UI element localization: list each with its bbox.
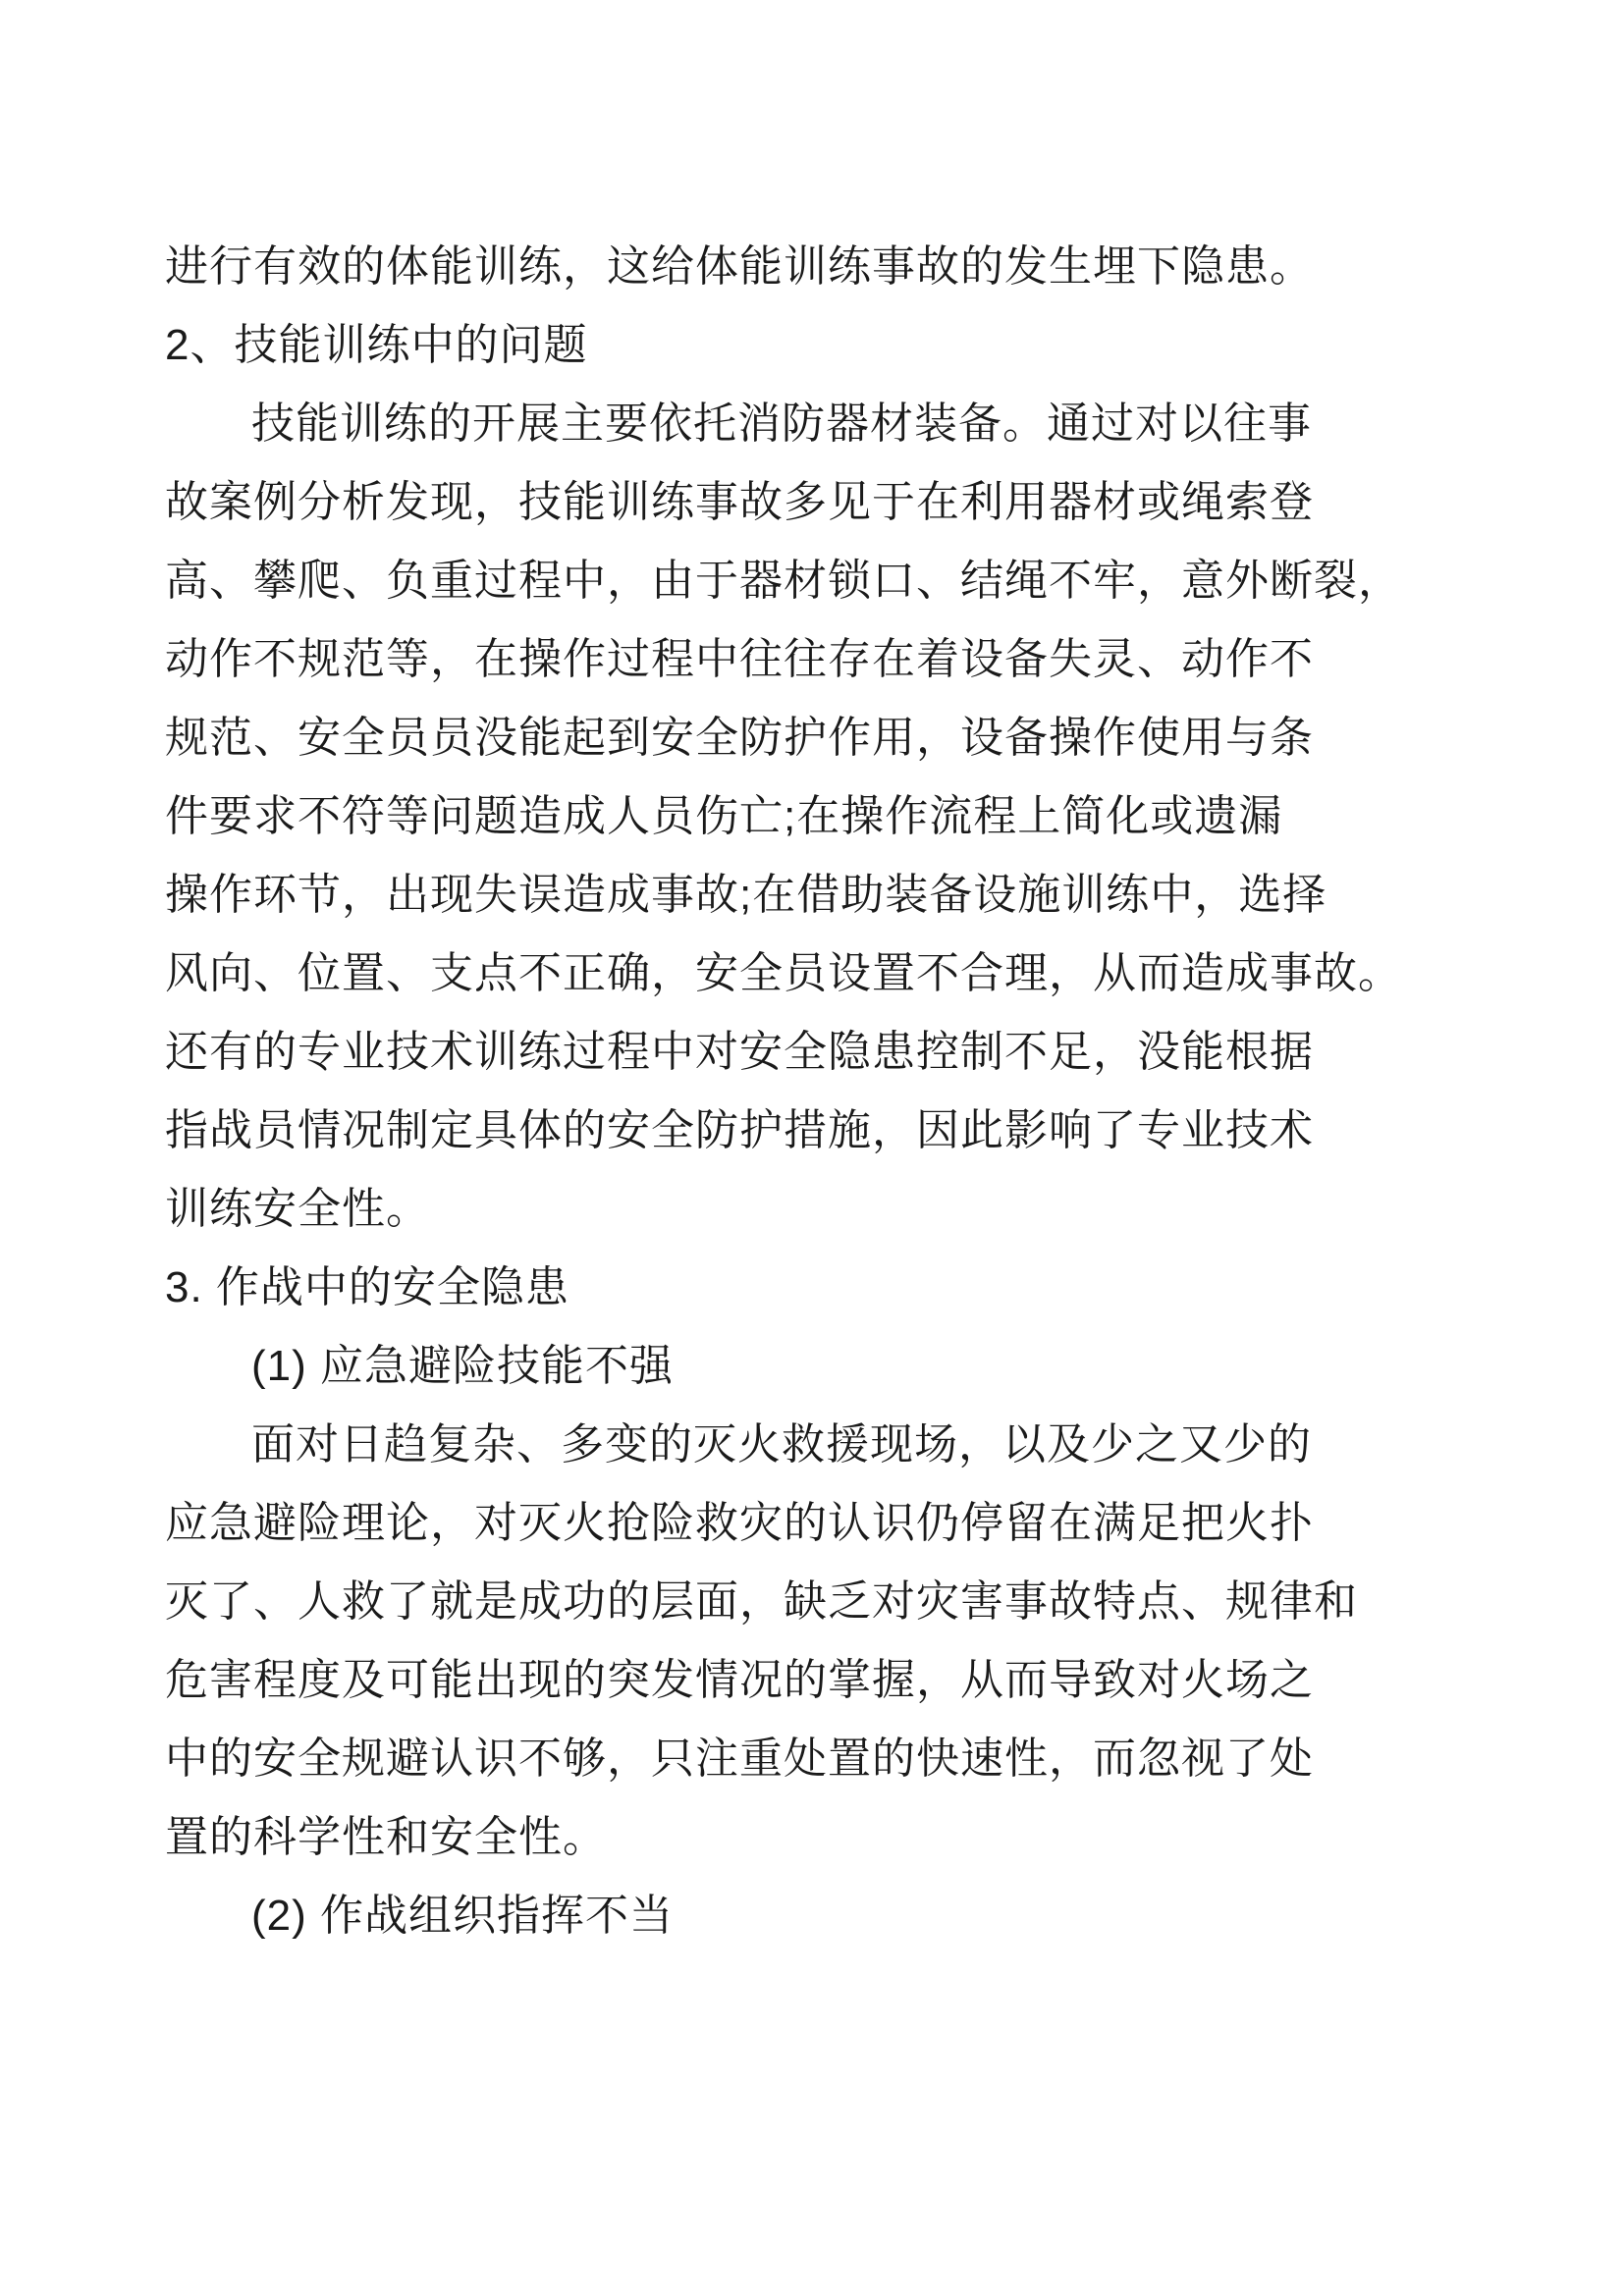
paragraph-line: 还有的专业技术训练过程中对安全隐患控制不足，没能根据	[165, 1028, 1314, 1076]
paragraph-line: 应急避险理论，对灭火抢险救灾的认识仍停留在满足把火扑	[165, 1499, 1314, 1547]
heading-2-skill-training-problems: 2、技能训练中的问题	[165, 321, 588, 369]
paragraph-line: 技能训练的开展主要依托消防器材装备。通过对以往事	[251, 400, 1312, 448]
heading-3-combat-safety-hazards: 3. 作战中的安全隐患	[165, 1263, 569, 1311]
paragraph-line: 灭了、人救了就是成功的层面，缺乏对灾害事故特点、规律和	[165, 1577, 1358, 1626]
paragraph-line: 规范、安全员员没能起到安全防护作用，设备操作使用与条	[165, 714, 1314, 762]
paragraph-line: 动作不规范等，在操作过程中往往存在着设备失灵、动作不	[165, 635, 1314, 683]
paragraph-line: 面对日趋复杂、多变的灭火救援现场，以及少之又少的	[251, 1420, 1312, 1468]
paragraph-line: 危害程度及可能出现的突发情况的掌握，从而导致对火场之	[165, 1656, 1314, 1704]
paragraph-line: 风向、位置、支点不正确，安全员设置不合理，从而造成事故。	[165, 949, 1402, 997]
paragraph-line: 操作环节，出现失误造成事故;在借助装备设施训练中，选择	[165, 871, 1327, 919]
subheading-1-emergency-avoidance: (1) 应急避险技能不强	[251, 1342, 674, 1390]
subheading-2-command-improper: (2) 作战组织指挥不当	[251, 1892, 674, 1940]
paragraph-line: 指战员情况制定具体的安全防护措施，因此影响了专业技术	[165, 1106, 1314, 1154]
document-body	[165, 228, 1469, 1955]
paragraph-line: 训练安全性。	[165, 1185, 430, 1233]
paragraph-line: 高、攀爬、负重过程中，由于器材锁口、结绳不牢，意外断裂，	[165, 557, 1402, 605]
paragraph-line: 置的科学性和安全性。	[165, 1813, 607, 1861]
paragraph-line: 故案例分析发现，技能训练事故多见于在利用器材或绳索登	[165, 478, 1314, 526]
paragraph-line: 进行有效的体能训练，这给体能训练事故的发生埋下隐患。	[165, 242, 1314, 291]
paragraph-line: 中的安全规避认识不够，只注重处置的快速性，而忽视了处	[165, 1735, 1314, 1783]
paragraph-line: 件要求不符等问题造成人员伤亡;在操作流程上简化或遗漏	[165, 792, 1283, 840]
